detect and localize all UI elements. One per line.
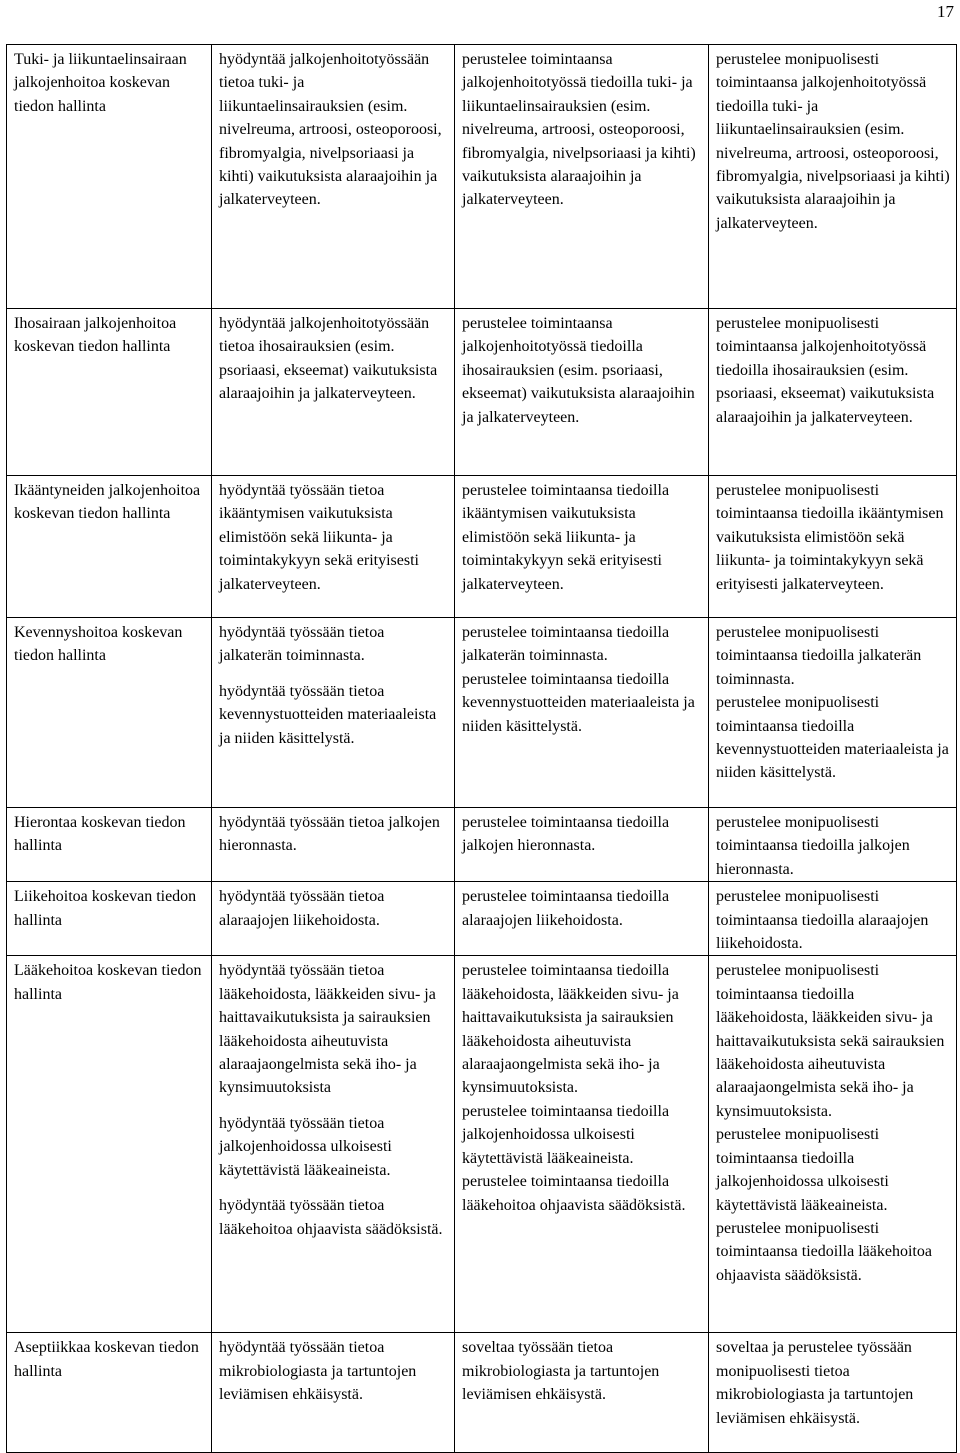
level-text: perustelee toimintaansa tiedoilla lääkehoitoa ohjaavista säädöksistä. <box>462 1173 686 1214</box>
level-text: hyödyntää työssään tietoa lääkehoidosta, lääkkeiden sivu- ja haittavaikutuksista ja sairauksien lääkehoidosta aiheutuvista alaraajaongelmista sekä iho- ja kynsimuutoksista <box>219 962 436 1097</box>
table-row <box>7 1333 957 1453</box>
criterion-cell: Liikehoitoa koskevan tiedon hallinta <box>7 882 212 956</box>
level-text: perustelee monipuolisesti toimintaansa tiedoilla lääkehoitoa ohjaavista säädöksistä. <box>716 1219 932 1284</box>
criterion-cell: Ikääntyneiden jalkojenhoitoa koskevan tiedon hallinta <box>7 476 212 618</box>
criterion-cell: Tuki- ja liikuntaelinsairaan jalkojenhoitoa koskevan tiedon hallinta <box>7 45 212 309</box>
level-cell: perustelee toimintaansa jalkojenhoitotyössä tiedoilla tuki- ja liikuntaelinsairauksien (esim. nivelreuma, artroosi, osteoporoosi, fibromyalgia, nivelpsoriaasi ja kihti) vaikutuksista alaraajoihin ja jalkaterveyteen. <box>455 45 709 309</box>
level-cell <box>212 618 455 808</box>
level-cell: perustelee toimintaansa tiedoilla jalkojen hieronnasta. <box>455 808 709 882</box>
table-row <box>7 956 957 1333</box>
page-number: 17 <box>937 2 954 21</box>
level-text: perustelee toimintaansa tiedoilla lääkehoidosta, lääkkeiden sivu- ja haittavaikutuksista ja sairauksien lääkehoidosta aiheutuvista alaraajaongelmista sekä iho- ja kynsimuutoksista. <box>462 962 679 1097</box>
level-text: hyödyntää työssään tietoa jalkojenhoidossa ulkoisesti käytettävistä lääkeaineista. <box>219 1114 392 1179</box>
level-text: perustelee toimintaansa tiedoilla kevennystuotteiden materiaaleista ja niiden käsittelystä. <box>462 670 695 735</box>
table-row <box>7 476 957 618</box>
criterion-cell: Aseptiikkaa koskevan tiedon hallinta <box>7 1333 212 1453</box>
level-text: hyödyntää työssään tietoa lääkehoitoa ohjaavista säädöksistä. <box>219 1197 443 1238</box>
criterion-cell: Lääkehoitoa koskevan tiedon hallinta <box>7 956 212 1333</box>
level-cell: perustelee monipuolisesti toimintaansa tiedoilla alaraajojen liikehoidosta. <box>709 882 957 956</box>
level-text: hyödyntää työssään tietoa kevennystuotteiden materiaaleista ja niiden käsittelystä. <box>219 682 437 747</box>
level-cell: perustelee monipuolisesti toimintaansa jalkojenhoitotyössä tiedoilla ihosairauksien (esim. psoriaasi, ekseemat) vaikutuksista alaraajoihin ja jalkaterveyteen. <box>709 309 957 476</box>
level-cell: perustelee toimintaansa jalkojenhoitotyössä tiedoilla ihosairauksien (esim. psoriaasi, ekseemat) vaikutuksista alaraajoihin ja jalkaterveyteen. <box>455 309 709 476</box>
level-text: perustelee monipuolisesti toimintaansa tiedoilla kevennystuotteiden materiaaleista ja niiden käsittelystä. <box>716 694 949 782</box>
level-cell: hyödyntää työssään tietoa ikääntymisen vaikutuksista elimistöön sekä liikunta- ja toimintakykyyn sekä erityisesti jalkaterveyteen. <box>212 476 455 618</box>
table-row <box>7 45 957 309</box>
level-text: perustelee monipuolisesti toimintaansa tiedoilla lääkehoidosta, lääkkeiden sivu- ja haittavaikutuksista sekä sairauksien lääkehoidosta aiheutuvista alaraajaongelmista sekä iho- ja kynsimuutoksista. <box>716 962 945 1120</box>
level-cell <box>455 618 709 808</box>
level-cell: hyödyntää jalkojenhoitotyössään tietoa tuki- ja liikuntaelinsairauksien (esim. nivelreuma, artroosi, osteoporoosi, fibromyalgia, nivelpsoriaasi ja kihti) vaikutuksista alaraajoihin ja jalkaterveyteen. <box>212 45 455 309</box>
level-cell: hyödyntää työssään tietoa alaraajojen liikehoidosta. <box>212 882 455 956</box>
level-text: perustelee toimintaansa tiedoilla jalkaterän toiminnasta. <box>462 624 670 665</box>
table-row <box>7 309 957 476</box>
level-cell: hyödyntää työssään tietoa mikrobiologiasta ja tartuntojen leviämisen ehkäisystä. <box>212 1333 455 1453</box>
level-cell <box>709 956 957 1333</box>
level-text: perustelee monipuolisesti toimintaansa tiedoilla jalkojenhoidossa ulkoisesti käytettävistä lääkeaineista. <box>716 1126 889 1214</box>
table-row <box>7 618 957 808</box>
criterion-cell: Hierontaa koskevan tiedon hallinta <box>7 808 212 882</box>
level-cell: perustelee toimintaansa tiedoilla ikääntymisen vaikutuksista elimistöön sekä liikunta- ja toimintakykyyn sekä erityisesti jalkaterveyteen. <box>455 476 709 618</box>
table-row <box>7 882 957 956</box>
table-row <box>7 808 957 882</box>
level-cell: hyödyntää jalkojenhoitotyössään tietoa ihosairauksien (esim. psoriaasi, ekseemat) vaikutuksista alaraajoihin ja jalkaterveyteen. <box>212 309 455 476</box>
level-cell <box>709 618 957 808</box>
level-cell: soveltaa työssään tietoa mikrobiologiasta ja tartuntojen leviämisen ehkäisystä. <box>455 1333 709 1453</box>
criterion-cell: Ihosairaan jalkojenhoitoa koskevan tiedon hallinta <box>7 309 212 476</box>
level-cell <box>455 956 709 1333</box>
level-cell: perustelee monipuolisesti toimintaansa tiedoilla jalkojen hieronnasta. <box>709 808 957 882</box>
level-cell: soveltaa ja perustelee työssään monipuolisesti tietoa mikrobiologiasta ja tartuntojen leviämisen ehkäisystä. <box>709 1333 957 1453</box>
level-cell <box>212 956 455 1333</box>
competence-table <box>6 44 957 1453</box>
level-cell: perustelee toimintaansa tiedoilla alaraajojen liikehoidosta. <box>455 882 709 956</box>
criterion-cell: Kevennyshoitoa koskevan tiedon hallinta <box>7 618 212 808</box>
level-text: perustelee toimintaansa tiedoilla jalkojenhoidossa ulkoisesti käytettävistä lääkeaineista. <box>462 1102 670 1167</box>
level-cell: perustelee monipuolisesti toimintaansa jalkojenhoitotyössä tiedoilla tuki- ja liikuntaelinsairauksien (esim. nivelreuma, artroosi, osteoporoosi, fibromyalgia, nivelpsoriaasi ja kihti) vaikutuksista alaraajoihin ja jalkaterveyteen. <box>709 45 957 309</box>
level-text: perustelee monipuolisesti toimintaansa tiedoilla jalkaterän toiminnasta. <box>716 624 922 688</box>
level-cell: perustelee monipuolisesti toimintaansa tiedoilla ikääntymisen vaikutuksista elimistöön sekä liikunta- ja toimintakykyyn sekä erityisesti jalkaterveyteen. <box>709 476 957 618</box>
level-cell: hyödyntää työssään tietoa jalkojen hieronnasta. <box>212 808 455 882</box>
level-text: hyödyntää työssään tietoa jalkaterän toiminnasta. <box>219 624 385 665</box>
